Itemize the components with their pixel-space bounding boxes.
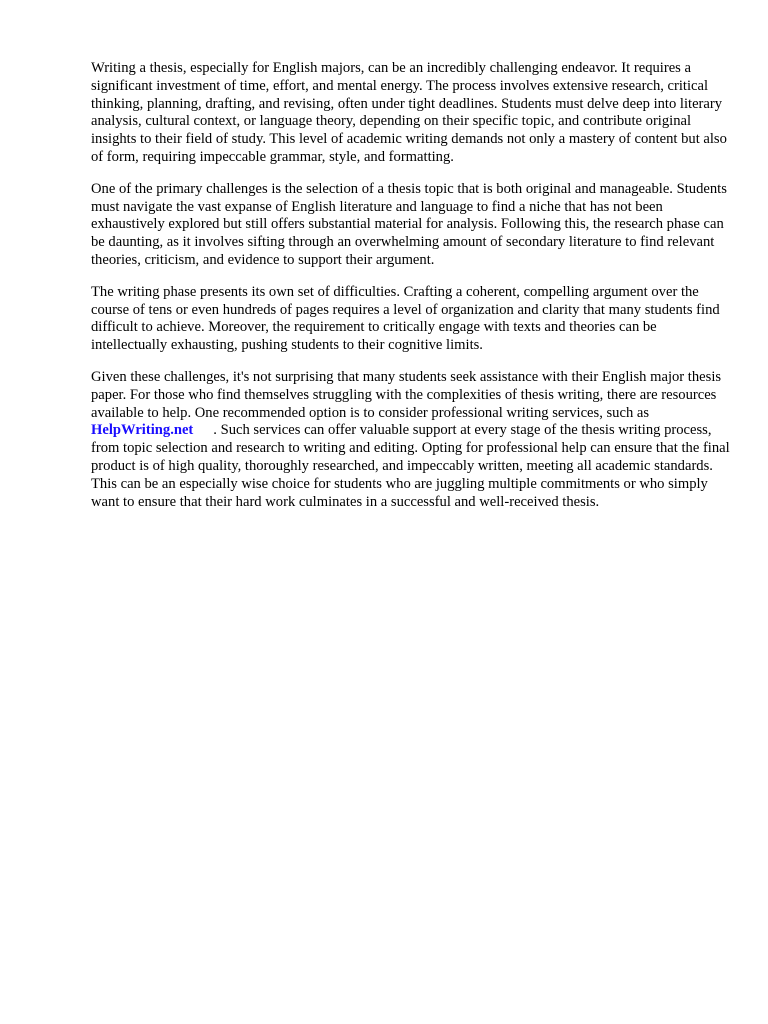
document-body bbox=[91, 60, 731, 525]
paragraph-1: Writing a thesis, especially for English majors, can be an incredibly challenging endeavor. It requires a significant investment of time, effort, and mental energy. The process involves extensive research, critical thinking, planning, drafting, and revising, often under tight deadlines. Students must delve deep into literary analysis, cultural context, or language theory, depending on their specific topic, and contribute original insights to their field of study. This level of academic writing demands not only a mastery of content but also of form, requiring impeccable grammar, style, and formatting. bbox=[91, 60, 727, 165]
paragraph-3: The writing phase presents its own set of difficulties. Crafting a coherent, compelling argument over the course of tens or even hundreds of pages requires a level of organization and clarity that many students find difficult to achieve. Moreover, the requirement to critically engage with texts and theories can be intellectually exhausting, pushing students to their cognitive limits. bbox=[91, 283, 720, 354]
helpwriting-link[interactable]: HelpWriting.net bbox=[91, 422, 194, 439]
paragraph-2: One of the primary challenges is the selection of a thesis topic that is both original and manageable. Students must navigate the vast expanse of English literature and language to find a niche that has not been exhaustively explored but still offers substantial material for analysis. Following this, the research phase can be daunting, as it involves sifting through an overwhelming amount of secondary literature to find relevant theories, criticism, and evidence to support their argument. bbox=[91, 180, 727, 268]
paragraph-4-text-before-link: Given these challenges, it's not surprising that many students seek assistance with their English major thesis paper. For those who find themselves struggling with the complexities of thesis writing, there are resources available to help. One recommended option is to consider professional writing services, such as bbox=[91, 368, 722, 421]
paragraph-4-text-after-link: . Such services can offer valuable support at every stage of the thesis writing process, from topic selection and research to writing and editing. Opting for professional help can ensure that the final product is of high quality, thoroughly researched, and impeccably written, meeting all academic standards. This can be an especially wise choice for students who are juggling multiple commitments or who simply want to ensure that their hard work culminates in a successful and well-received thesis. bbox=[91, 422, 730, 510]
paragraph-4 bbox=[91, 369, 731, 511]
